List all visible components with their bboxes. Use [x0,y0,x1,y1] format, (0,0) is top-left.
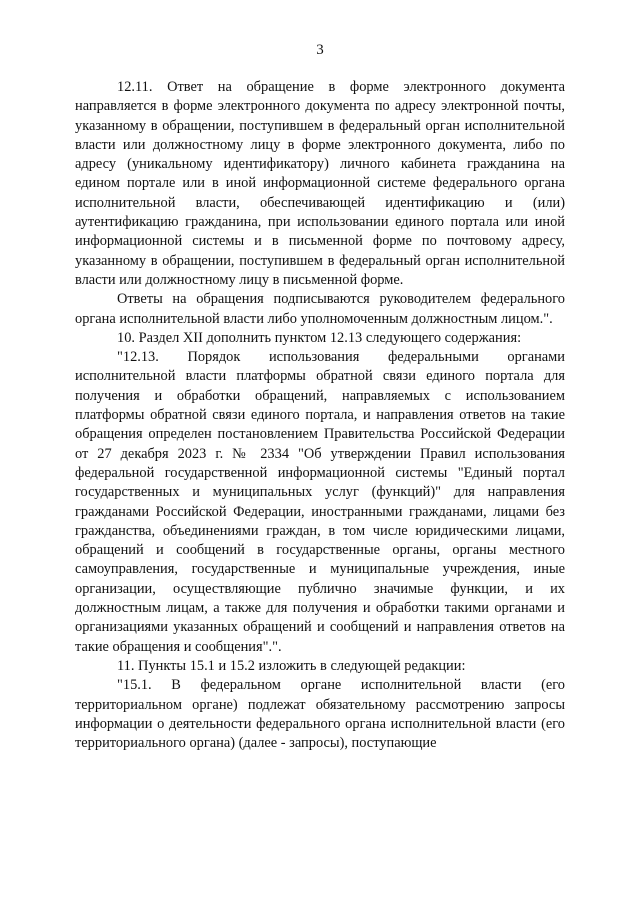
paragraph-item-11: 11. Пункты 15.1 и 15.2 изложить в следующей редакции: [117,657,466,674]
paragraph-15-1: "15.1. В федеральном органе исполнительной власти (его территориальном органе) подлежат обязательному рассмотрению запросы информации о деятельности федерального органа исполнительной власти (его территориального органа) (далее - запросы), поступающие [75,677,565,752]
paragraph-answers-signed: Ответы на обращения подписываются руководителем федерального органа исполнительной власти либо уполномоченным должностным лицом.". [75,291,565,327]
paragraph-12-13: "12.13. Порядок использования федеральными органами исполнительной власти платформы обратной связи единого портала для получения и обработки обращений, направляемых с использованием платформы обратной связи единого портала, и направления ответов на такие обращения определен постановлением Правительства Российской Федерации от 27 декабря 2023 г. № 2334 "Об утверждении Правил использования федеральной государственной информационной системы "Единый портал государственных и муниципальных услуг (функций)" для направления гражданами Российской Федерации, иностранными гражданами, лицами без гражданства, объединениями граждан, в том числе юридическими лицами, обращений и сообщений в государственные органы, органы местного самоуправления, государственные и муниципальные учреждения, иные организации, осуществляющие публично значимые функции, и их должностным лицам, а также для получения и обработки такими органами и организациями указанных обращений и сообщений и направления ответов на такие обращения и сообщения".". [75,349,565,655]
document-body [75,78,565,753]
page-number: 3 [316,42,324,58]
paragraph-12-11: 12.11. Ответ на обращение в форме электронного документа направляется в форме электронного документа по адресу электронной почты, указанному в обращении, поступившем в федеральный орган исполнительной власти или должностному лицу в форме электронного документа, либо по адресу (уникальному идентификатору) личного кабинета гражданина на едином портале или в иной информационной системе федерального органа исполнительной власти, обеспечивающей идентификацию и (или) аутентификацию гражданина, при использовании единого портала или иной информационной системы и в письменной форме по почтовому адресу, указанному в обращении, поступившем в федеральный орган исполнительной власти или должностному лицу в письменной форме. [75,79,565,288]
paragraph-item-10: 10. Раздел XII дополнить пунктом 12.13 следующего содержания: [117,329,522,346]
